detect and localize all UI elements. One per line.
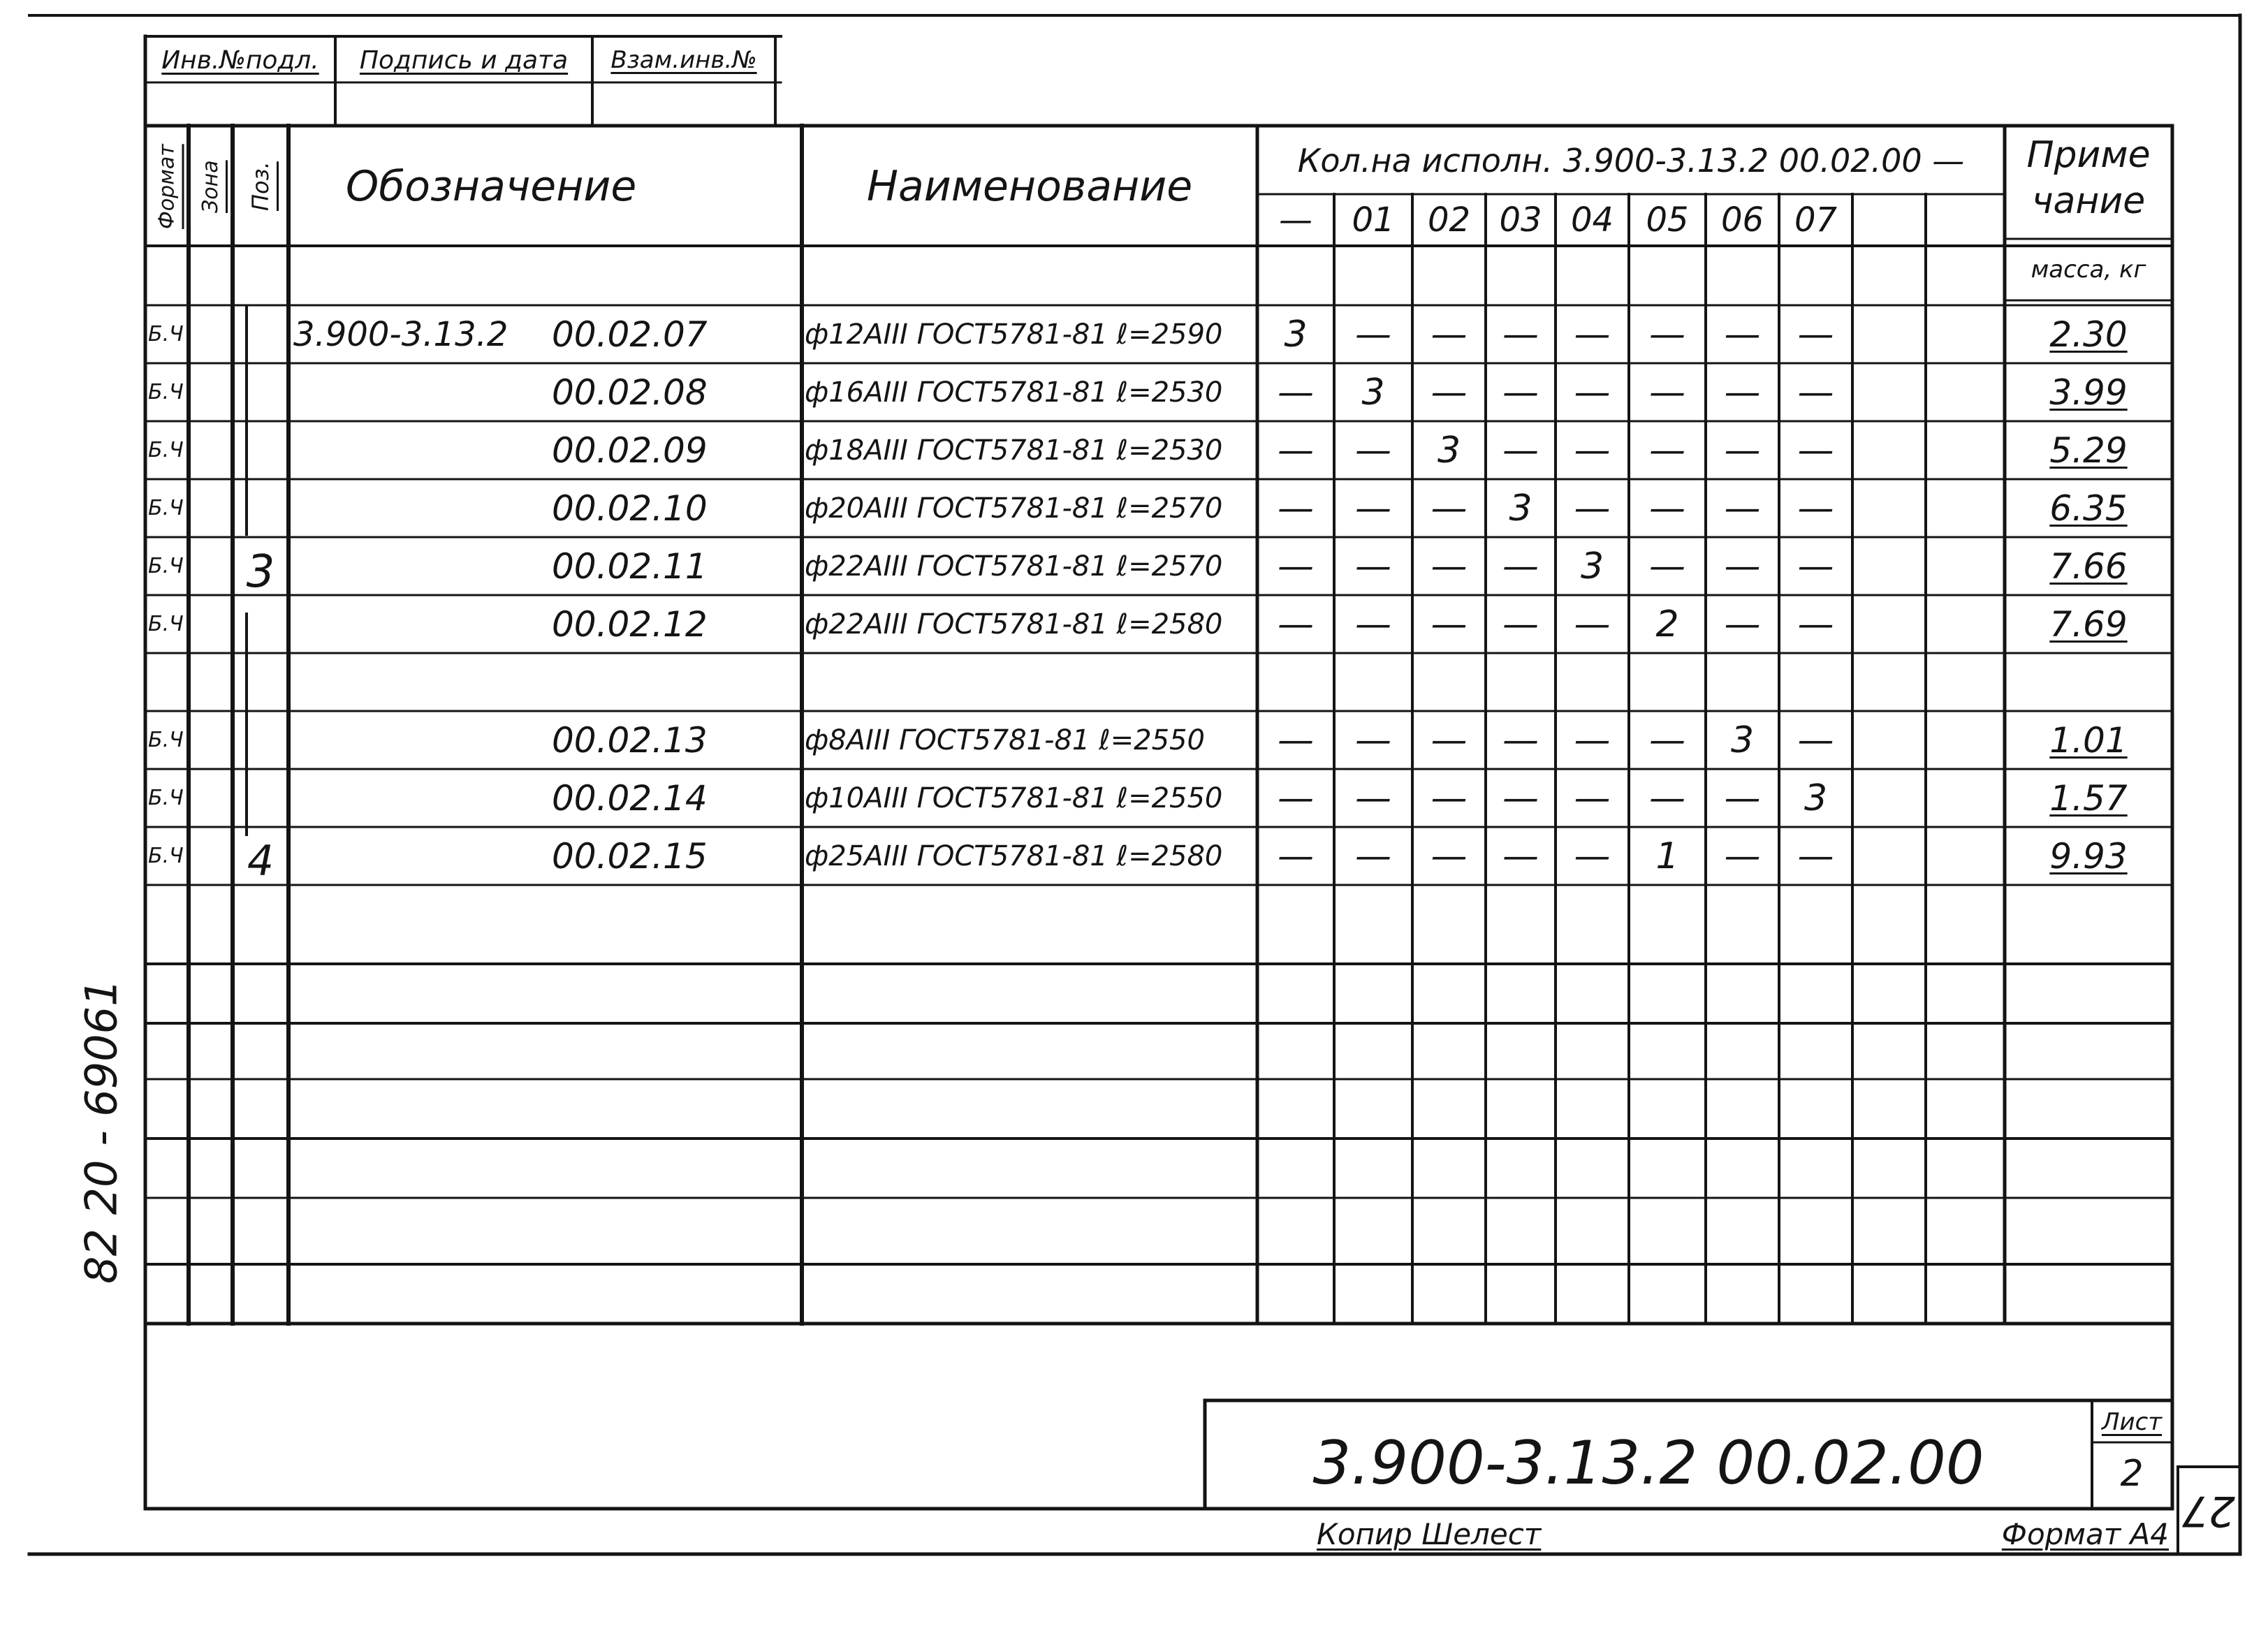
row-mass: 5.29 (2049, 430, 2128, 471)
row-qty: — (1797, 487, 1834, 529)
row-designation (293, 595, 545, 653)
row-qty: — (1431, 545, 1468, 587)
row-qty: — (1797, 719, 1834, 761)
row-code: 00.02.13 (552, 719, 708, 761)
row-designation (293, 769, 545, 827)
row-qty: — (1355, 835, 1391, 877)
row-designation: 3.900-3.13.2 (293, 314, 509, 354)
row-format: Б.Ч (148, 438, 184, 462)
row-code: 00.02.15 (552, 835, 708, 877)
variant-header: 05 (1646, 200, 1689, 240)
header-note-line2: чание (2031, 180, 2146, 222)
doc-number: 3.900-3.13.2 00.02.00 (1312, 1428, 1984, 1498)
position-number: 3 (246, 546, 275, 598)
row-qty: — (1724, 777, 1761, 819)
row-qty: — (1574, 429, 1611, 471)
row-qty: 3 (1284, 313, 1308, 356)
row-qty: — (1502, 545, 1539, 587)
row-qty: 3 (1361, 371, 1385, 413)
row-qty: — (1649, 313, 1685, 356)
row-qty: — (1724, 313, 1761, 356)
stamp-signature-date-label: Подпись и дата (359, 45, 569, 75)
row-name: ф12АIII ГОСТ5781-81 ℓ=2590 (805, 318, 1223, 351)
row-name: ф10АIII ГОСТ5781-81 ℓ=2550 (805, 782, 1223, 814)
row-qty: — (1574, 777, 1611, 819)
row-qty: — (1797, 603, 1834, 645)
row-qty: — (1355, 487, 1391, 529)
row-mass: 7.69 (2049, 603, 2128, 645)
row-qty: — (1574, 603, 1611, 645)
row-qty: — (1574, 487, 1611, 529)
row-qty: — (1502, 371, 1539, 413)
row-qty: — (1278, 371, 1314, 413)
row-qty: 1 (1655, 835, 1679, 877)
row-qty: — (1649, 487, 1685, 529)
row-qty: — (1355, 429, 1391, 471)
row-qty: 3 (1437, 429, 1461, 471)
row-qty: — (1278, 545, 1314, 587)
row-qty: — (1355, 719, 1391, 761)
header-name: Наименование (866, 162, 1193, 211)
row-mass: 6.35 (2049, 488, 2128, 529)
row-format: Б.Ч (148, 612, 184, 636)
row-qty: — (1502, 429, 1539, 471)
header-designation: Обозначение (346, 162, 637, 211)
variant-header: 01 (1352, 200, 1395, 240)
row-qty: — (1797, 429, 1834, 471)
row-code: 00.02.08 (552, 372, 708, 413)
row-qty: — (1431, 487, 1468, 529)
row-qty: — (1278, 429, 1314, 471)
row-qty: — (1649, 371, 1685, 413)
row-code: 00.02.14 (552, 777, 708, 819)
row-qty: — (1502, 835, 1539, 877)
row-qty: 2 (1655, 603, 1679, 645)
row-format: Б.Ч (148, 322, 184, 346)
row-designation (293, 479, 545, 537)
row-format: Б.Ч (148, 554, 184, 578)
row-qty: — (1724, 545, 1761, 587)
row-format: Б.Ч (148, 380, 184, 404)
sheet-number: 2 (2120, 1453, 2144, 1495)
row-qty: — (1797, 313, 1834, 356)
row-name: ф25АIII ГОСТ5781-81 ℓ=2580 (805, 840, 1223, 872)
row-name: ф20АIII ГОСТ5781-81 ℓ=2570 (805, 492, 1223, 525)
row-format: Б.Ч (148, 496, 184, 520)
row-qty: 3 (1730, 719, 1755, 761)
row-qty: — (1431, 313, 1468, 356)
row-format: Б.Ч (148, 844, 184, 868)
variant-header: 02 (1427, 200, 1471, 240)
row-qty: — (1724, 371, 1761, 413)
row-qty: — (1355, 603, 1391, 645)
header-mass-unit: масса, кг (2031, 256, 2146, 284)
row-name: ф18АIII ГОСТ5781-81 ℓ=2530 (805, 434, 1223, 467)
row-code: 00.02.09 (552, 430, 708, 471)
row-qty: — (1649, 719, 1685, 761)
row-qty: — (1431, 835, 1468, 877)
row-qty: — (1278, 777, 1314, 819)
stamp-replaces-inv-label: Взам.инв.№ (610, 46, 757, 74)
sheet-label: Лист (2101, 1407, 2163, 1436)
row-qty: — (1649, 777, 1685, 819)
row-code: 00.02.07 (552, 314, 708, 355)
row-format: Б.Ч (148, 786, 184, 810)
row-qty: — (1574, 835, 1611, 877)
row-name: ф16АIII ГОСТ5781-81 ℓ=2530 (805, 376, 1223, 409)
row-qty: 3 (1509, 487, 1532, 529)
row-qty: — (1431, 719, 1468, 761)
row-code: 00.02.12 (552, 603, 708, 645)
row-qty: — (1278, 487, 1314, 529)
row-mass: 1.57 (2049, 777, 2128, 819)
row-mass: 2.30 (2049, 314, 2128, 355)
row-qty: — (1431, 371, 1468, 413)
row-designation (293, 363, 545, 421)
row-qty: — (1431, 777, 1468, 819)
row-qty: — (1797, 371, 1834, 413)
format-label: Формат А4 (2001, 1516, 2169, 1551)
row-qty: — (1355, 545, 1391, 587)
row-qty: 3 (1804, 777, 1828, 819)
row-code: 00.02.11 (552, 546, 708, 587)
variant-header: 07 (1794, 200, 1838, 240)
row-qty: — (1355, 313, 1391, 356)
row-mass: 3.99 (2049, 372, 2128, 413)
row-qty: — (1724, 835, 1761, 877)
variant-header: 03 (1499, 200, 1542, 240)
position-number: 4 (247, 837, 275, 886)
row-qty: — (1797, 835, 1834, 877)
header-format: Формат (154, 144, 180, 229)
copied-by: Копир Шелест (1317, 1516, 1542, 1551)
row-qty: — (1649, 429, 1685, 471)
row-qty: — (1502, 719, 1539, 761)
header-pos: Поз. (247, 161, 274, 212)
row-designation (293, 711, 545, 769)
row-qty: — (1278, 603, 1314, 645)
row-qty: — (1278, 719, 1314, 761)
row-qty: — (1574, 371, 1611, 413)
row-qty: — (1502, 313, 1539, 356)
row-name: ф22АIII ГОСТ5781-81 ℓ=2580 (805, 608, 1223, 640)
row-qty: — (1431, 603, 1468, 645)
row-name: ф8АIII ГОСТ5781-81 ℓ=2550 (805, 724, 1205, 756)
row-mass: 1.01 (2049, 719, 2128, 761)
row-qty: — (1574, 719, 1611, 761)
variant-header: 04 (1570, 200, 1614, 240)
row-designation (293, 537, 545, 595)
row-qty: — (1502, 777, 1539, 819)
row-designation (293, 421, 545, 479)
row-qty: 3 (1580, 545, 1604, 587)
row-qty: — (1797, 545, 1834, 587)
header-qty-title: Кол.на исполн. 3.900-3.13.2 00.02.00 — (1297, 142, 1965, 180)
row-name: ф22АIII ГОСТ5781-81 ℓ=2570 (805, 550, 1223, 583)
row-mass: 9.93 (2049, 835, 2128, 877)
row-code: 00.02.10 (552, 488, 708, 529)
row-qty: — (1355, 777, 1391, 819)
row-qty: — (1724, 603, 1761, 645)
row-qty: — (1724, 487, 1761, 529)
row-mass: 7.66 (2049, 546, 2128, 587)
row-qty: — (1278, 835, 1314, 877)
variant-header: — (1279, 200, 1312, 240)
stamp-inv-no-label: Инв.№подл. (161, 45, 319, 75)
row-designation (293, 827, 545, 885)
position-bracket (233, 305, 288, 836)
row-qty: — (1724, 429, 1761, 471)
row-format: Б.Ч (148, 728, 184, 752)
variant-header: 06 (1720, 200, 1764, 240)
page-number: 27 (2181, 1486, 2236, 1535)
row-qty: — (1574, 313, 1611, 356)
row-qty: — (1649, 545, 1685, 587)
header-note-line1: Приме (2026, 134, 2151, 176)
side-document-number: 82 20 - 69061 (75, 979, 127, 1284)
header-zone: Зона (198, 160, 223, 213)
row-qty: — (1502, 603, 1539, 645)
